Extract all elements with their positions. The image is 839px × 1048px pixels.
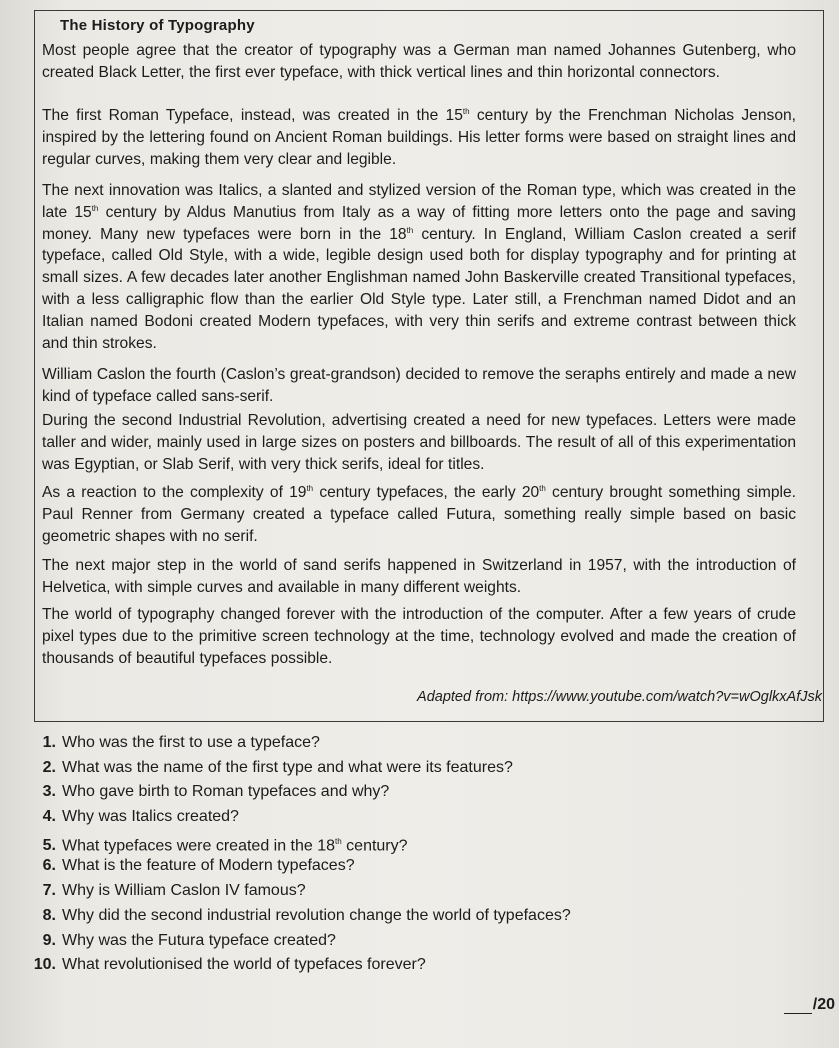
question-item xyxy=(28,780,808,805)
question-number: 3. xyxy=(42,783,56,801)
paragraph-futura xyxy=(42,482,796,547)
paragraph-helvetica xyxy=(42,555,796,599)
paragraph-text: The next innovation was Italics, a slanted and stylized version of the Roman type, which was created in the late 15 xyxy=(42,182,796,221)
paragraph-text: As a reaction to the complexity of 19 xyxy=(42,484,307,501)
score-blank-line[interactable] xyxy=(784,1013,812,1014)
question-text: What is the feature of Modern typefaces? xyxy=(62,857,355,875)
question-item xyxy=(28,879,808,904)
question-item xyxy=(28,929,808,954)
question-number: 8. xyxy=(42,906,56,924)
question-number: 1. xyxy=(42,734,56,751)
question-text: Why did the second industrial revolution change the world of typefaces? xyxy=(62,906,571,924)
question-item xyxy=(28,854,808,879)
question-number: 2. xyxy=(42,758,56,776)
question-item xyxy=(28,953,808,978)
paragraph-text: century by Aldus Manutius from Italy as a way of fitting more letters onto the page and saving money. Many new typefaces were born in the 18 xyxy=(42,203,796,243)
ordinal-suffix: th xyxy=(406,225,414,235)
question-text: Who gave birth to Roman typefaces and why? xyxy=(62,783,390,801)
worksheet-title: The History of Typography xyxy=(60,17,255,34)
question-number: 10. xyxy=(33,956,56,974)
paragraph-industrial-revolution xyxy=(42,410,796,475)
question-text: Why was the Futura typeface created? xyxy=(62,931,336,949)
question-text: century? xyxy=(341,837,408,855)
ordinal-suffix: th xyxy=(539,483,546,493)
paragraph-text: William Caslon the fourth (Caslon’s great-grandson) decided to remove the seraphs entirely and made a new kind of typeface called sans-serif. xyxy=(42,366,796,405)
question-number: 4. xyxy=(42,808,56,826)
question-text: What revolutionised the world of typefaces forever? xyxy=(62,956,426,974)
paragraph-text: The first Roman Typeface, instead, was created in the 15 xyxy=(42,107,463,124)
score-total: /20 xyxy=(812,996,835,1013)
ordinal-suffix: th xyxy=(462,106,470,116)
paragraph-roman-typeface xyxy=(42,105,796,170)
question-item xyxy=(28,731,808,756)
question-number: 9. xyxy=(42,931,56,949)
ordinal-suffix: th xyxy=(91,203,99,213)
source-citation: Adapted from: https://www.youtube.com/watch?v=wOglkxAfJsk xyxy=(417,689,822,705)
ordinal-suffix: th xyxy=(306,483,314,493)
question-text: What was the name of the first type and what were its features? xyxy=(62,758,513,776)
question-number: 5. xyxy=(42,837,56,855)
question-text: Why is William Caslon IV famous? xyxy=(62,882,306,900)
paragraph-text: century by the Frenchman Nicholas Jenson, inspired by the lettering found on Ancient Roman buildings. His letter forms were based on straight lines and regular curves, making them very clear and legible. xyxy=(42,107,797,168)
question-item xyxy=(28,830,808,855)
question-item xyxy=(28,756,808,781)
paragraph-text: The world of typography changed forever with the introduction of the computer. After a few years of crude pixel types due to the primitive screen technology at the time, technology evolved and made the creation of thousands of beautiful typefaces possible. xyxy=(42,606,796,667)
paragraph-sans-serif xyxy=(42,364,796,408)
paragraph-italics-and-18th-century xyxy=(42,180,796,354)
question-text: Who was the first to use a typeface? xyxy=(62,734,320,751)
paragraph-text: century typefaces, the early 20 xyxy=(313,484,540,501)
paragraph-gutenberg xyxy=(42,40,796,84)
question-number: 6. xyxy=(42,857,56,875)
question-item xyxy=(28,904,808,929)
paragraph-text: Most people agree that the creator of typography was a German man named Johannes Gutenberg, who created Black Letter, the first ever typeface, with thick vertical lines and thin horizontal connectors. xyxy=(42,42,796,81)
score-box xyxy=(784,996,835,1014)
paragraph-computer-era xyxy=(42,604,796,669)
paragraph-text: century. In England, William Caslon created a serif typeface, called Old Style, with a wide, legible design used both for display typography and for printing at small sizes. A few decades later another Englishman named John Baskerville created Transitional typefaces, with a less calligraphic flow than the earlier Old Style type. Later still, a Frenchman named Didot and an Italian named Bodoni created Modern typefaces, with very thin serifs and extreme contrast between thick and thin strokes. xyxy=(42,225,796,352)
question-text: Why was Italics created? xyxy=(62,808,239,826)
question-list xyxy=(28,731,808,978)
paragraph-text: During the second Industrial Revolution, advertising created a need for new typefaces. Letters were made taller and wider, mainly used in large sizes on posters and billboards. The result of all of this experimentation was Egyptian, or Slab Serif, with very thick serifs, ideal for titles. xyxy=(42,412,796,473)
paragraph-text: century brought something simple. Paul Renner from Germany created a typeface called Futura, something really simple based on basic geometric shapes with no serif. xyxy=(42,484,797,545)
question-number: 7. xyxy=(42,882,56,900)
ordinal-suffix: th xyxy=(335,836,342,846)
question-item xyxy=(28,805,808,830)
paragraph-text: The next major step in the world of sand serifs happened in Switzerland in 1957, with the introduction of Helvetica, with simple curves and available in many different weights. xyxy=(42,557,796,596)
question-text: What typefaces were created in the 18 xyxy=(62,837,336,855)
